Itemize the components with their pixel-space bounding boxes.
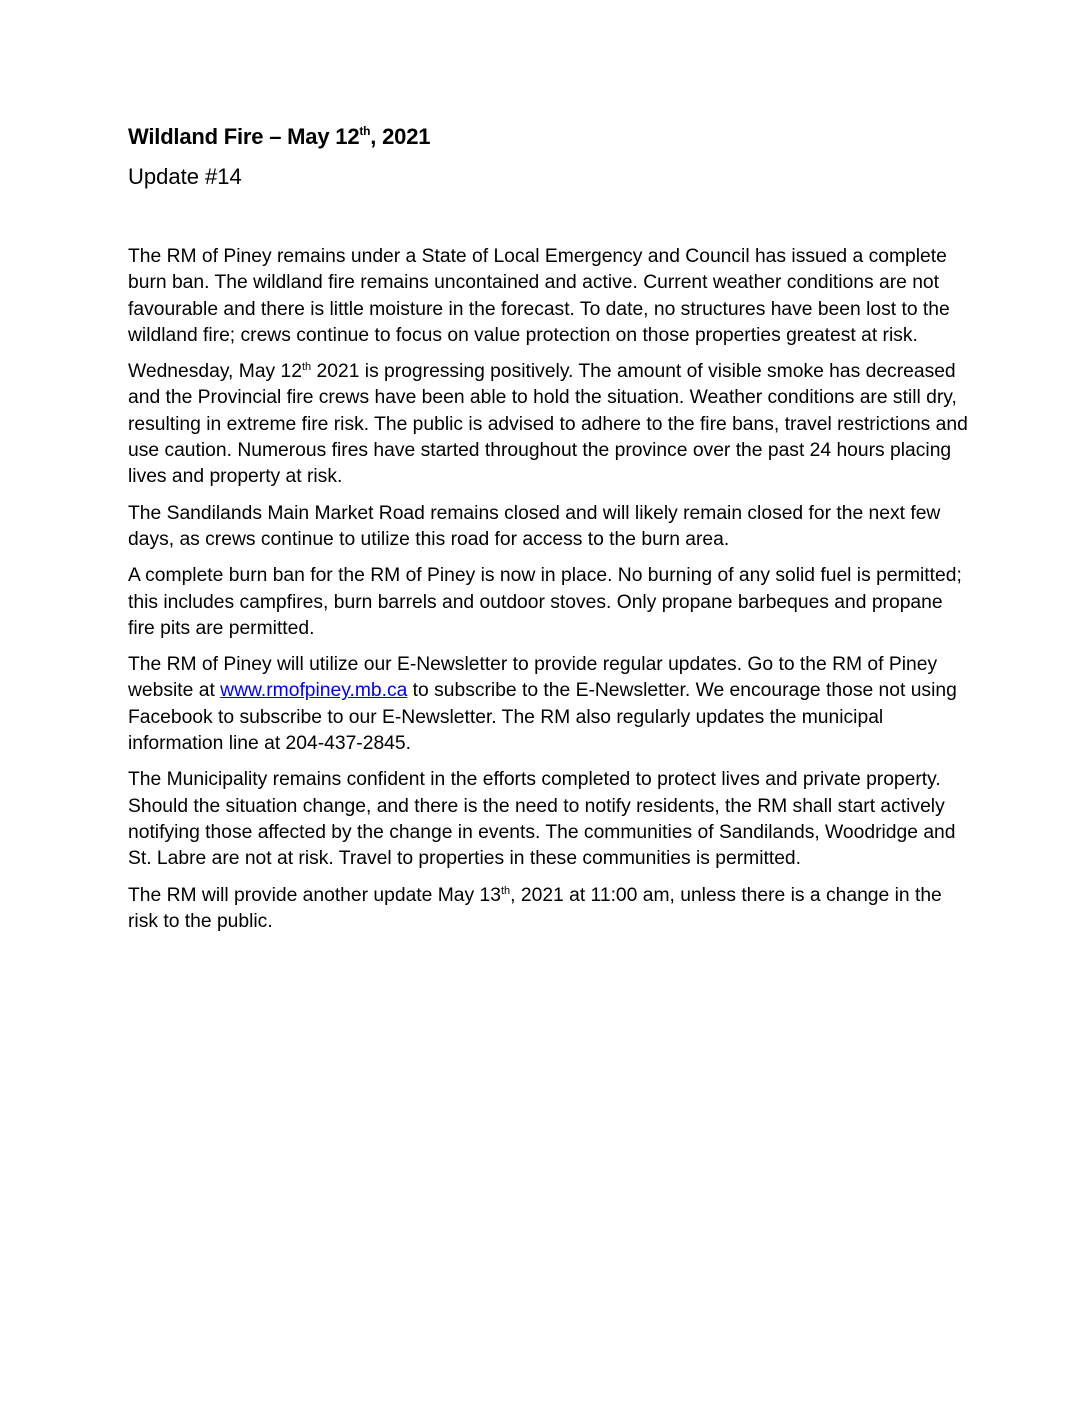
paragraph-newsletter-rest: to subscribe to the E-Newsletter. We encourage those not using Facebook to subscribe to our E-Newsletter. The RM also regularly updates the municipal information line at 204-437-2845. xyxy=(128,680,957,755)
title-text: Wildland Fire – May 12 xyxy=(128,124,360,149)
paragraph-road-closure: The Sandilands Main Market Road remains closed and will likely remain closed for the next few days, as crews continue to utilize this road for access to the burn area. xyxy=(128,502,941,550)
paragraph-progress xyxy=(128,359,968,490)
update-number: Update #14 xyxy=(128,164,242,189)
paragraph-municipality-confidence: The Municipality remains confident in the efforts completed to protect lives and private property. Should the situation change, and there is the need to notify residents, the RM shall start actively notifying those affected by the change in events. The communities of Sandilands, Woodridge and St. Labre are not at risk. Travel to properties in these communities is permitted. xyxy=(128,769,956,870)
paragraph-burn-ban: A complete burn ban for the RM of Piney is now in place. No burning of any solid fuel is permitted; this includes campfires, burn barrels and outdoor stoves. Only propane barbeques and propane fire pits are permitted. xyxy=(128,565,962,639)
paragraph-next-update-suffix: th xyxy=(500,884,511,897)
paragraph-newsletter xyxy=(128,652,968,757)
website-link[interactable]: www.rmofpiney.mb.ca xyxy=(220,680,408,702)
title-ordinal-suffix: th xyxy=(359,124,371,138)
document-page xyxy=(128,122,968,945)
paragraph-next-update xyxy=(128,883,968,936)
document-body xyxy=(128,244,968,935)
paragraph-next-update-date: The RM will provide another update May 13 xyxy=(128,884,501,906)
title-year: , 2021 xyxy=(370,124,431,149)
paragraph-progress-date: Wednesday, May 12 xyxy=(128,361,302,383)
paragraph-progress-text: 2021 is progressing positively. The amount of visible smoke has decreased and the Provincial fire crews have been able to hold the situation. Weather conditions are still dry, resulting in extreme fire risk. The public is advised to adhere to the fire bans, travel restrictions and use caution. Numerous fires have started throughout the province over the past 24 hours placing lives and property at risk. xyxy=(128,361,968,488)
paragraph-emergency-status: The RM of Piney remains under a State of Local Emergency and Council has issued a complete burn ban. The wildland fire remains uncontained and active. Current weather conditions are not favourable and there is little moisture in the forecast. To date, no structures have been lost to the wildland fire; crews continue to focus on value protection on those properties greatest at risk. xyxy=(128,246,950,346)
paragraph-next-update-text: , 2021 at 11:00 am, unless there is a change in the risk to the public. xyxy=(128,884,942,932)
paragraph-newsletter-intro: The RM of Piney will utilize our E-Newsletter to provide regular updates. Go to the RM of Piney website at xyxy=(128,654,938,702)
paragraph-progress-suffix: th xyxy=(301,361,312,374)
document-title xyxy=(128,122,968,152)
